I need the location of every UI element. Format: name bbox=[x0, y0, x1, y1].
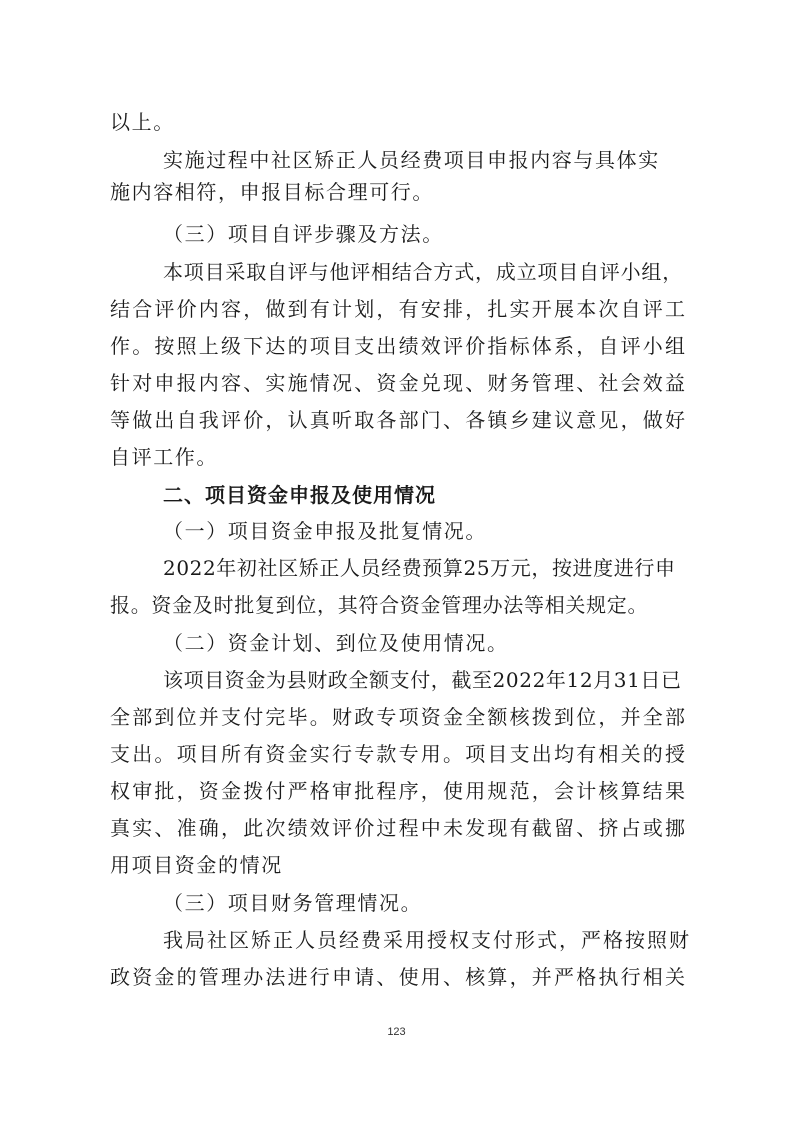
body-line: 结合评价内容，做到有计划，有安排，扎实开展本次自评工 bbox=[110, 297, 685, 321]
body-line: 用项目资金的情况 bbox=[110, 853, 283, 877]
body-line: 针对申报内容、实施情况、资金兑现、财务管理、社会效益 bbox=[110, 371, 685, 395]
section-subheading: （三）项目财务管理情况。 bbox=[163, 891, 423, 915]
section-subheading: （二）资金计划、到位及使用情况。 bbox=[163, 631, 509, 655]
body-line: 真实、准确，此次绩效评价过程中未发现有截留、挤占或挪 bbox=[110, 816, 685, 840]
page-number: 123 bbox=[387, 1026, 406, 1038]
body-line: 权审批，资金拨付严格审批程序，使用规范，会计核算结果 bbox=[110, 779, 685, 803]
body-line: 报。资金及时批复到位，其符合资金管理办法等相关规定。 bbox=[110, 593, 649, 617]
section-subheading: （一）项目资金申报及批复情况。 bbox=[163, 519, 487, 543]
body-line: 政资金的管理办法进行申请、使用、核算，并严格执行相关 bbox=[110, 965, 685, 989]
body-line: 2022年初社区矫正人员经费预算25万元，按进度进行申 bbox=[163, 556, 676, 580]
section-subheading: （三）项目自评步骤及方法。 bbox=[163, 222, 444, 246]
body-line: 以上。 bbox=[110, 110, 175, 134]
body-line: 施内容相符，申报目标合理可行。 bbox=[110, 180, 434, 204]
body-line: 等做出自我评价，认真听取各部门、各镇乡建议意见，做好 bbox=[110, 408, 685, 432]
section-heading: 二、项目资金申报及使用情况 bbox=[163, 483, 436, 507]
body-line: 实施过程中社区矫正人员经费项目申报内容与具体实 bbox=[163, 148, 660, 172]
body-line: 我局社区矫正人员经费采用授权支付形式，严格按照财 bbox=[163, 928, 691, 952]
body-line: 全部到位并支付完毕。财政专项资金全额核拨到位，并全部 bbox=[110, 705, 685, 729]
body-line: 支出。项目所有资金实行专款专用。项目支出均有相关的授 bbox=[110, 742, 685, 766]
body-line: 该项目资金为县财政全额支付，截至2022年12月31日已 bbox=[163, 668, 682, 692]
body-line: 作。按照上级下达的项目支出绩效评价指标体系，自评小组 bbox=[110, 334, 685, 358]
body-line: 本项目采取自评与他评相结合方式，成立项目自评小组， bbox=[163, 260, 683, 284]
body-line: 自评工作。 bbox=[110, 445, 218, 469]
